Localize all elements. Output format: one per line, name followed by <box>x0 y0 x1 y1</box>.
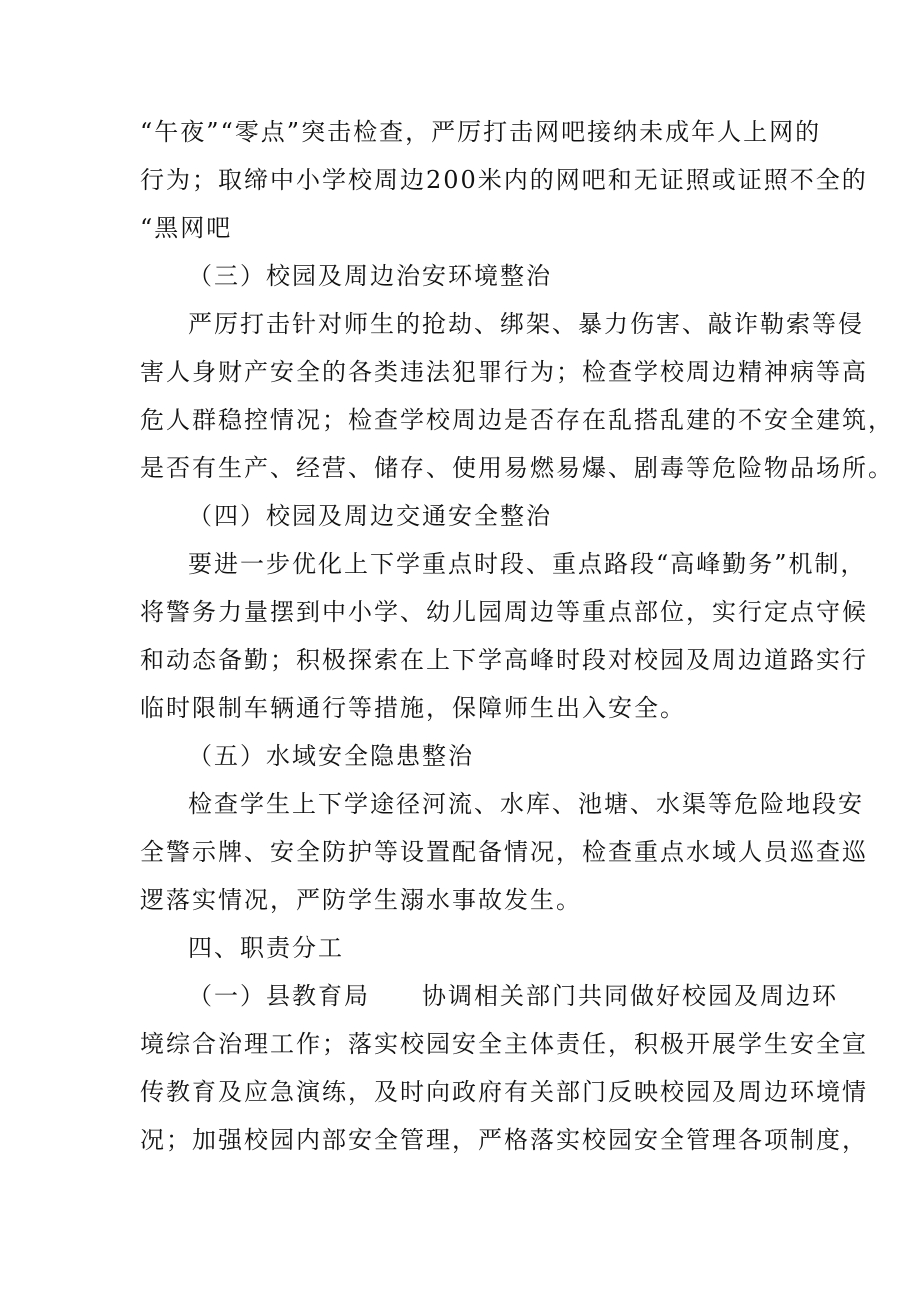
responsibility-line <box>188 980 848 1012</box>
responsibility-text: 协调相关部门共同做好校园及周边环 <box>422 982 838 1010</box>
section-heading-5: （五）水域安全隐患整治 <box>188 742 474 770</box>
paragraph-line: 危人群稳控情况；检查学校周边是否存在乱搭乱建的不安全建筑， <box>140 406 894 434</box>
text-line: “黑网吧 <box>140 214 233 242</box>
paragraph-line: 是否有生产、经营、储存、使用易燃易爆、剧毒等危险物品场所。 <box>140 454 894 482</box>
paragraph-line: 检查学生上下学途径河流、水库、池塘、水渠等危险地段安 <box>188 790 864 818</box>
section-heading-3: （三）校园及周边治安环境整治 <box>188 262 552 290</box>
paragraph-line: 严厉打击针对师生的抢劫、绑架、暴力伤害、敲诈勒索等侵 <box>188 310 864 338</box>
paragraph-line: 要进一步优化上下学重点时段、重点路段“高峰勤务”机制， <box>188 550 867 578</box>
subheading-county-education-bureau: （一）县教育局 <box>188 982 370 1010</box>
paragraph-line: 境综合治理工作；落实校园安全主体责任，积极开展学生安全宣 <box>140 1030 868 1058</box>
text-line: 行为；取缔中小学校周边200米内的网吧和无证照或证照不全的 <box>140 166 868 194</box>
chapter-heading: 四、职责分工 <box>188 934 344 962</box>
paragraph-line: 和动态备勤；积极探索在上下学高峰时段对校园及周边道路实行 <box>140 646 868 674</box>
section-heading-4: （四）校园及周边交通安全整治 <box>188 502 552 530</box>
text-line: “午夜”“零点”突击检查，严厉打击网吧接纳未成年人上网的 <box>140 118 822 146</box>
paragraph-line: 况；加强校园内部安全管理，严格落实校园安全管理各项制度， <box>140 1126 868 1154</box>
paragraph-line: 临时限制车辆通行等措施，保障师生出入安全。 <box>140 694 686 722</box>
paragraph-line: 传教育及应急演练，及时向政府有关部门反映校园及周边环境情 <box>140 1078 868 1106</box>
paragraph-line: 将警务力量摆到中小学、幼儿园周边等重点部位，实行定点守候 <box>140 598 868 626</box>
paragraph-line: 全警示牌、安全防护等设置配备情况，检查重点水域人员巡查巡 <box>140 838 868 866</box>
paragraph-line: 逻落实情况，严防学生溺水事故发生。 <box>140 886 582 914</box>
paragraph-line: 害人身财产安全的各类违法犯罪行为；检查学校周边精神病等高 <box>140 358 868 386</box>
